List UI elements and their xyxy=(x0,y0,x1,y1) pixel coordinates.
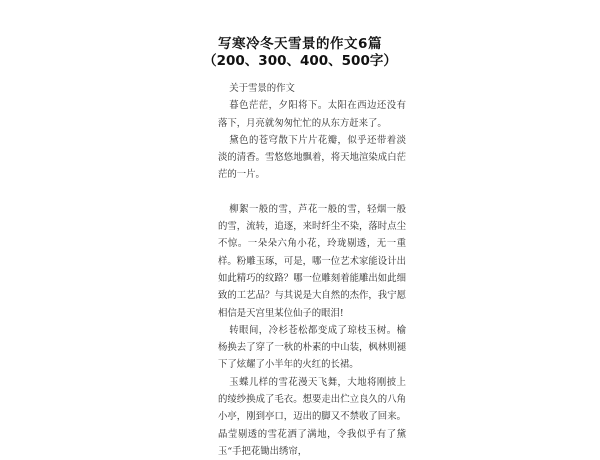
paragraph-gap xyxy=(218,184,406,201)
paragraph: 柳絮一般的雪，芦花一般的雪，轻烟一般的雪，流转，追逐，来时纤尘不染，落时点尘不惊。一朵朵六角小花，玲珑剔透，无一重样。粉雕玉琢，可是，哪一位艺术家能设计出如此精巧的纹路？哪一位雕刻着能雕出如此细致的工艺品？与其说是大自然的杰作，我宁愿相信是天宫里某位仙子的眼泪! xyxy=(218,203,406,319)
paragraph: 暮色茫茫，夕阳将下。太阳在西边还没有落下，月亮就匆匆忙忙的从东方赶来了。 xyxy=(218,100,406,129)
paragraph: 转眼间，冷杉苍松都变成了琼枝玉树。榆杨换去了穿了一秋的朴素的中山装，枫林则褪下了炫耀了小半年的火红的长裙。 xyxy=(218,324,406,371)
essay-body xyxy=(218,80,406,460)
paragraph: 玉蝶儿样的雪花漫天飞舞，大地将刚披上的绫纱换成了毛衣。想要走出伫立良久的八角小亭，刚到亭口，迈出的脚又不禁收了回来。晶莹剔透的雪花洒了满地，令我似乎有了黛玉“手把花锄出绣帘， xyxy=(218,376,406,457)
section-heading: 关于雪景的作文 xyxy=(229,83,295,94)
document-subtitle: （200、300、400、500字） xyxy=(203,53,397,69)
document-title: 写寒冷冬天雪景的作文6篇 xyxy=(218,36,382,52)
paragraph: 黛色的苍穹散下片片花瓣，似乎还带着淡淡的清香。雪悠悠地飘着，将天地渲染成白茫茫的一片。 xyxy=(218,134,406,181)
